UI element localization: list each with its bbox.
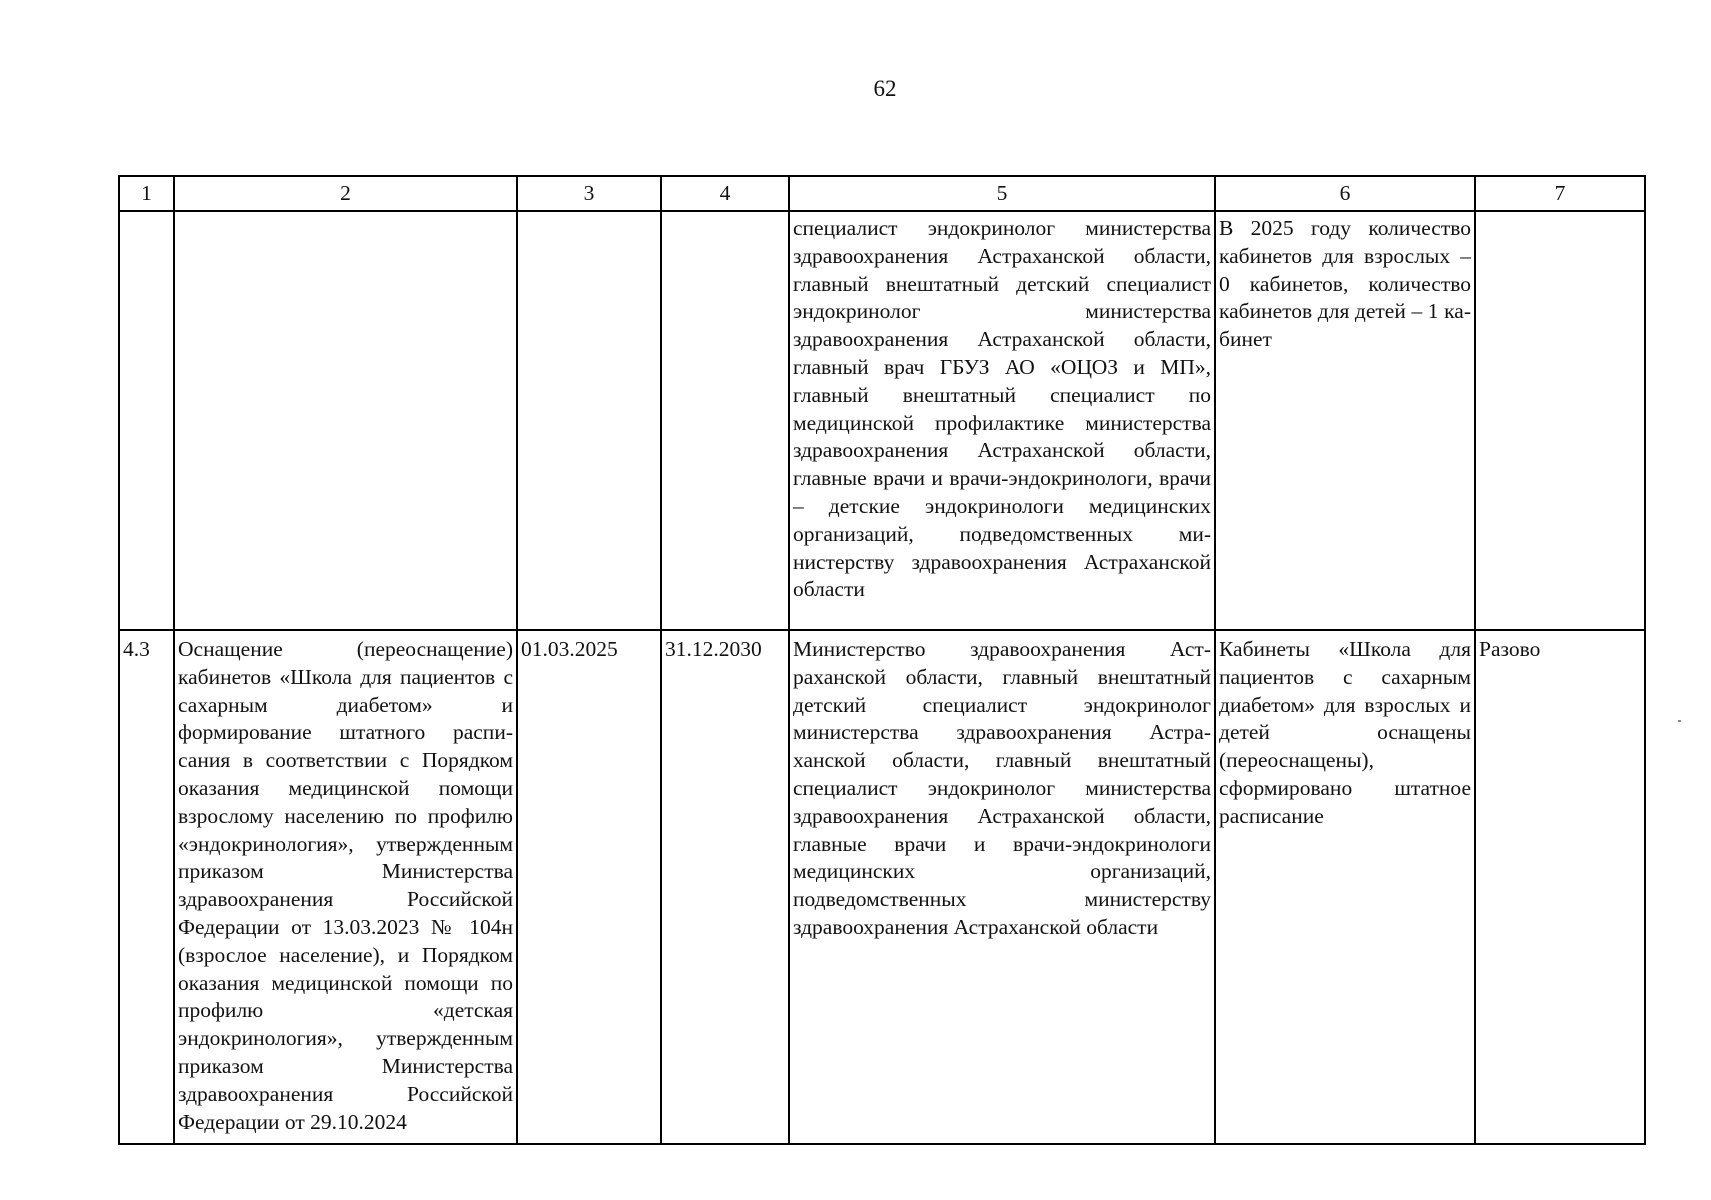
- result-cell: Кабинеты «Школа для пациентов с сахарным диабетом» для взрослых и детей оснащены (переоснащены), сформировано штатное расписание: [1215, 630, 1475, 1144]
- document-table: [118, 175, 1646, 1145]
- column-header: 4: [661, 176, 789, 211]
- end-date-cell: 31.12.2030: [661, 630, 789, 1144]
- table-cell: [1475, 211, 1645, 630]
- column-header: 3: [517, 176, 661, 211]
- item-number-cell: 4.3: [119, 630, 174, 1144]
- scan-speck: [1678, 720, 1681, 722]
- measure-description-cell: Оснащение (переоснащение) кабинетов «Школа для пациентов с сахарным диабетом» и формирование штатного расписания в соответствии с Порядком оказания медицинской помощи взрослому населению по профилю «эндокринология», утвержденным приказом Министерства здравоохранения Российской Федерации от 13.03.2023 № 104н (взрослое население), и Порядком оказания медицинской помощи по профилю «детская эндокринология», утвержденным приказом Министерства здравоохранения Российской Федерации от 29.10.2024: [174, 630, 517, 1144]
- column-header: 2: [174, 176, 517, 211]
- column-header: 1: [119, 176, 174, 211]
- start-date-cell: 01.03.2025: [517, 630, 661, 1144]
- column-header: 6: [1215, 176, 1475, 211]
- table-cell: [174, 211, 517, 630]
- page-number: 62: [873, 76, 897, 101]
- frequency-cell: Разово: [1475, 630, 1645, 1144]
- table-cell: [517, 211, 661, 630]
- table-cell: [119, 211, 174, 630]
- table-cell: В 2025 году количество кабинетов для взрослых – 0 кабинетов, количество кабинетов для детей – 1 кабинет: [1215, 211, 1475, 630]
- column-header: 5: [789, 176, 1215, 211]
- table-row: [119, 211, 1645, 630]
- table-header-row: [119, 176, 1645, 211]
- table-cell: [661, 211, 789, 630]
- table-cell: специалист эндокринолог министерства здравоохранения Астраханской области, главный внештатный детский специалист эндокринолог министерства здравоохранения Астраханской области, главный врач ГБУЗ АО «ОЦОЗ и МП», главный внештатный специалист по медицинской профилактике министерства здравоохранения Астраханской области, главные врачи и врачи-эндокринологи, врачи – детские эндокринологи медицинских организаций, подведомственных министерству здравоохранения Астраханской области: [789, 211, 1215, 630]
- table-row: [119, 630, 1645, 1144]
- responsible-cell: Министерство здравоохранения Астраханской области, главный внештатный детский специалист эндокринолог министерства здравоохранения Астраханской области, главный внештатный специалист эндокринолог министерства здравоохранения Астраханской области, главные врачи и врачи-эндокринологи медицинских организаций, подведомственных министерству здравоохранения Астраханской области: [789, 630, 1215, 1144]
- column-header: 7: [1475, 176, 1645, 211]
